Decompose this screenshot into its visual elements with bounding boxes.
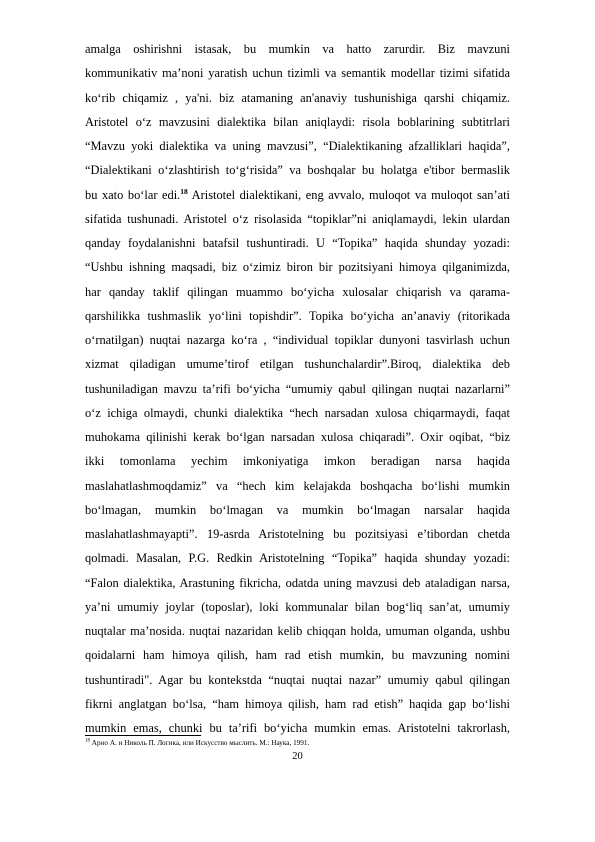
footnote-text: Арно А. и Николь П. Логика, или Искусство мыслить. М.: Наука, 1991. <box>90 739 310 747</box>
text-line: ko‘rib chiqamiz , ya'ni. biz atamaning an'anaviy tushunishiga qarshi chiqamiz. <box>85 90 510 105</box>
text-line: o‘z ichiga olmaydi, chunki dialektika “hech narsadan xulosa chiqarmaydi, faqat <box>85 405 510 420</box>
text-line: har qanday taklif qilingan muammo bo‘yicha xulosalar chiqarish va qarama- <box>85 284 510 299</box>
text-line: nuqtalar ma’nosida. nuqtai nazaridan kelib chiqqan holda, umuman olganda, ushbu <box>85 624 510 638</box>
text-line: kommunikativ ma’noni yaratish uchun tizimli va semantik modellar tizimi sifatida <box>85 66 510 81</box>
text-line: Aristotel o‘z mavzusini dialektika bilan aniqlaydi: risola boblarining subtitrlari <box>85 114 510 129</box>
footnote-number: 18 <box>85 738 90 744</box>
text-line: ya’ni umumiy joylar (toposlar), loki kommunalar bilan bog‘liq san’at, umumiy <box>85 599 510 614</box>
text-line: “Falon dialektika, Arastuning fikricha, odatda uning mavzusi deb ataladigan narsa, <box>85 575 510 590</box>
text-line: amalga oshirishni istasak, bu mumkin va hatto zarurdir. Biz mavzuni <box>85 42 510 56</box>
page-number: 20 <box>292 751 303 762</box>
text-line: xizmat qiladigan umume’tirof etilgan tushunchalardir”.Biroq, dialektika deb <box>85 357 510 372</box>
text-line: sifatida tushunadi. Aristotel o‘z risolasida “topiklar”ni aniqlamaydi, lekin ulardan <box>85 211 510 226</box>
text-line: muhokama qilinishi kerak bo‘lgan narsadan xulosa chiqaradi”. Oxir oqibat, “biz <box>85 430 510 444</box>
text-line: o‘rnatilgan) nuqtai nazarga ko‘ra , “individual topiklar dunyoni tasvirlash uchun <box>85 333 510 347</box>
footnote-divider <box>85 735 201 736</box>
footnote <box>85 738 510 748</box>
body-text <box>85 37 510 740</box>
text-line: qolmadi. Masalan, P.G. Redkin Aristotelning “Topika” haqida shunday yozadi: <box>85 551 510 566</box>
text-line: ikki tomonlama yechim imkoniyatiga imkon beradigan narsa haqida <box>85 454 510 469</box>
text-line: “Mavzu yoki dialektika va uning mavzusi”, “Dialektikaning afzalliklari haqida”, <box>85 139 510 153</box>
text-line: mumkin emas, chunki bu ta’rifi bo‘yicha mumkin emas. Aristotelni takrorlash, <box>85 721 510 735</box>
text-line: bo‘lmagan, mumkin bo‘lmagan va mumkin bo‘lmagan narsalar haqida <box>85 502 510 517</box>
text-line: qoidalarni ham himoya qilish, ham rad etish mumkin, bu mavzuning nomini <box>85 648 510 663</box>
text-line: maslahatlashmayapti”. 19-asrda Aristotelning bu pozitsiyasi e’tibordan chetda <box>85 527 510 541</box>
text-line: qarshilikka tushmaslik yo‘lini topishdir”. Topika bo‘yicha an’anaviy (ritorikada <box>85 308 510 323</box>
text-line: fikrni anglatgan bo‘lsa, “ham himoya qilish, ham rad etish” haqida gap bo‘lishi <box>85 696 510 711</box>
footnote-reference: 18 <box>180 186 188 196</box>
text-line: “Ushbu ishning maqsadi, biz o‘zimiz biron bir pozitsiyani himoya qilganimizda, <box>85 260 510 275</box>
text-line: tushuntiradi". Agar bu kontekstda “nuqtai nuqtai nazar” umumiy qabul qilingan <box>85 672 510 687</box>
text-line: maslahatlashmoqdamiz” va “hech kim kelajakda boshqacha bo‘lishi mumkin <box>85 478 510 493</box>
text-line: qanday foydalanishni batafsil tushuntiradi. U “Topika” haqida shunday yozadi: <box>85 236 510 250</box>
text-line <box>85 183 510 207</box>
text-fragment: Aristotel dialektikani, eng avvalo, muloqot va muloqot san’ati <box>187 187 510 202</box>
text-line: tushuniladigan mavzu ta’rifi bo‘yicha “umumiy qabul qilingan nuqtai nazarlarni” <box>85 381 510 396</box>
text-fragment: bu xato bo‘lar edi. <box>85 187 181 202</box>
text-line: “Dialektikani o‘zlashtirish to‘g‘risida” va boshqalar bu holatga e'tibor bermaslik <box>85 163 510 178</box>
